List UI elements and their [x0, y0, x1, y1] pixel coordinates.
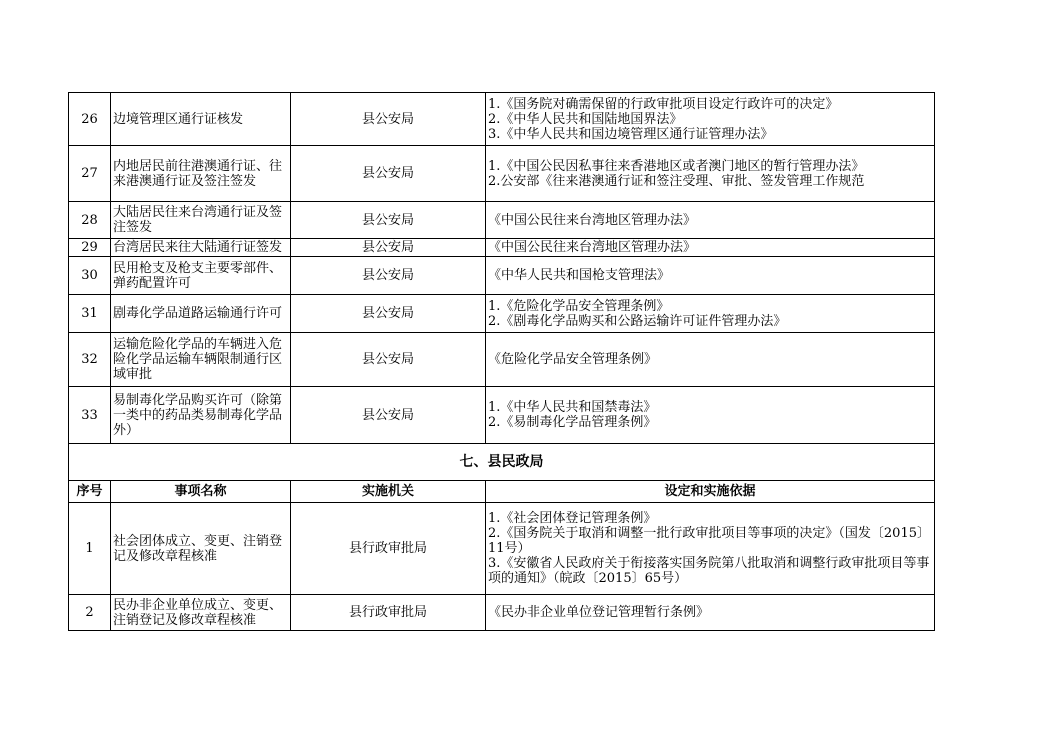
row-number: 33 — [69, 387, 111, 444]
basis-line: 1.《中华人民共和国禁毒法》 — [488, 400, 657, 415]
basis-line: 2.《剧毒化学品购买和公路运输许可证件管理办法》 — [488, 313, 787, 329]
basis-line: 2.《易制毒化学品管理条例》 — [488, 415, 657, 430]
legal-basis — [486, 503, 935, 595]
implementing-agency: 县行政审批局 — [291, 503, 486, 595]
row-number: 29 — [69, 239, 111, 257]
row-number: 27 — [69, 146, 111, 202]
basis-line: 1.《国务院对确需保留的行政审批项目设定行政许可的决定》 — [488, 96, 839, 112]
legal-basis — [486, 239, 935, 257]
basis-line: 2.《国务院关于取消和调整一批行政审批项目等事项的决定》（国发〔2015〕11号） — [488, 526, 930, 556]
row-number: 30 — [69, 257, 111, 295]
item-name: 运输危险化学品的车辆进入危险化学品运输车辆限制通行区域审批 — [111, 333, 291, 387]
implementing-agency: 县公安局 — [291, 202, 486, 239]
legal-basis — [486, 595, 935, 631]
row-number: 31 — [69, 295, 111, 333]
header-agency: 实施机关 — [291, 481, 486, 503]
table-row — [69, 257, 935, 295]
item-name: 内地居民前往港澳通行证、往来港澳通行证及签注签发 — [111, 146, 291, 202]
table-header-row — [69, 481, 935, 503]
basis-line: 1.《中国公民因私事往来香港地区或者澳门地区的暂行管理办法》 — [488, 158, 865, 174]
table-row — [69, 239, 935, 257]
item-name: 民用枪支及枪支主要零部件、弹药配置许可 — [111, 257, 291, 295]
table-row — [69, 503, 935, 595]
item-name: 边境管理区通行证核发 — [111, 93, 291, 146]
legal-basis — [486, 257, 935, 295]
item-name: 台湾居民来往大陆通行证签发 — [111, 239, 291, 257]
implementing-agency: 县公安局 — [291, 93, 486, 146]
basis-line: 2.《中华人民共和国陆地国界法》 — [488, 111, 683, 127]
basis-line: 3.《中华人民共和国边境管理区通行证管理办法》 — [488, 126, 774, 142]
legal-basis — [486, 387, 935, 444]
implementing-agency: 县公安局 — [291, 239, 486, 257]
row-number: 32 — [69, 333, 111, 387]
basis-line: 1.《社会团体登记管理条例》 — [488, 511, 657, 526]
legal-basis — [486, 146, 935, 202]
legal-basis — [486, 202, 935, 239]
section-title: 七、县民政局 — [69, 444, 935, 481]
legal-basis — [486, 333, 935, 387]
section-title-row — [69, 444, 935, 481]
implementing-agency: 县公安局 — [291, 146, 486, 202]
table-row — [69, 295, 935, 333]
item-name: 社会团体成立、变更、注销登记及修改章程核准 — [111, 503, 291, 595]
header-legal-basis: 设定和实施依据 — [486, 481, 935, 503]
basis-line: 《中国公民往来台湾地区管理办法》 — [488, 240, 697, 255]
basis-line: 《中国公民往来台湾地区管理办法》 — [488, 212, 697, 228]
table-row — [69, 93, 935, 146]
implementing-agency: 县公安局 — [291, 257, 486, 295]
basis-line: 1.《危险化学品安全管理条例》 — [488, 298, 670, 314]
approval-items-table — [68, 92, 935, 631]
row-number: 1 — [69, 503, 111, 595]
header-number: 序号 — [69, 481, 111, 503]
implementing-agency: 县行政审批局 — [291, 595, 486, 631]
item-name: 易制毒化学品购买许可（除第一类中的药品类易制毒化学品外） — [111, 387, 291, 444]
legal-basis — [486, 295, 935, 333]
implementing-agency: 县公安局 — [291, 387, 486, 444]
table-row — [69, 387, 935, 444]
header-item-name: 事项名称 — [111, 481, 291, 503]
item-name: 大陆居民往来台湾通行证及签注签发 — [111, 202, 291, 239]
basis-line: 《危险化学品安全管理条例》 — [488, 352, 658, 367]
table-row — [69, 595, 935, 631]
row-number: 2 — [69, 595, 111, 631]
table-row — [69, 333, 935, 387]
table-row — [69, 202, 935, 239]
row-number: 28 — [69, 202, 111, 239]
implementing-agency: 县公安局 — [291, 295, 486, 333]
legal-basis — [486, 93, 935, 146]
basis-line: 《民办非企业单位登记管理暂行条例》 — [488, 605, 710, 620]
table-row — [69, 146, 935, 202]
row-number: 26 — [69, 93, 111, 146]
basis-line: 2.公安部《往来港澳通行证和签注受理、审批、签发管理工作规范 — [488, 173, 865, 189]
basis-line: 3.《安徽省人民政府关于衔接落实国务院第八批取消和调整行政审批项目等事项的通知》（皖政〔2015〕65号） — [488, 556, 930, 586]
implementing-agency: 县公安局 — [291, 333, 486, 387]
item-name: 民办非企业单位成立、变更、注销登记及修改章程核准 — [111, 595, 291, 631]
basis-line: 《中华人民共和国枪支管理法》 — [488, 268, 671, 283]
item-name: 剧毒化学品道路运输通行许可 — [111, 295, 291, 333]
